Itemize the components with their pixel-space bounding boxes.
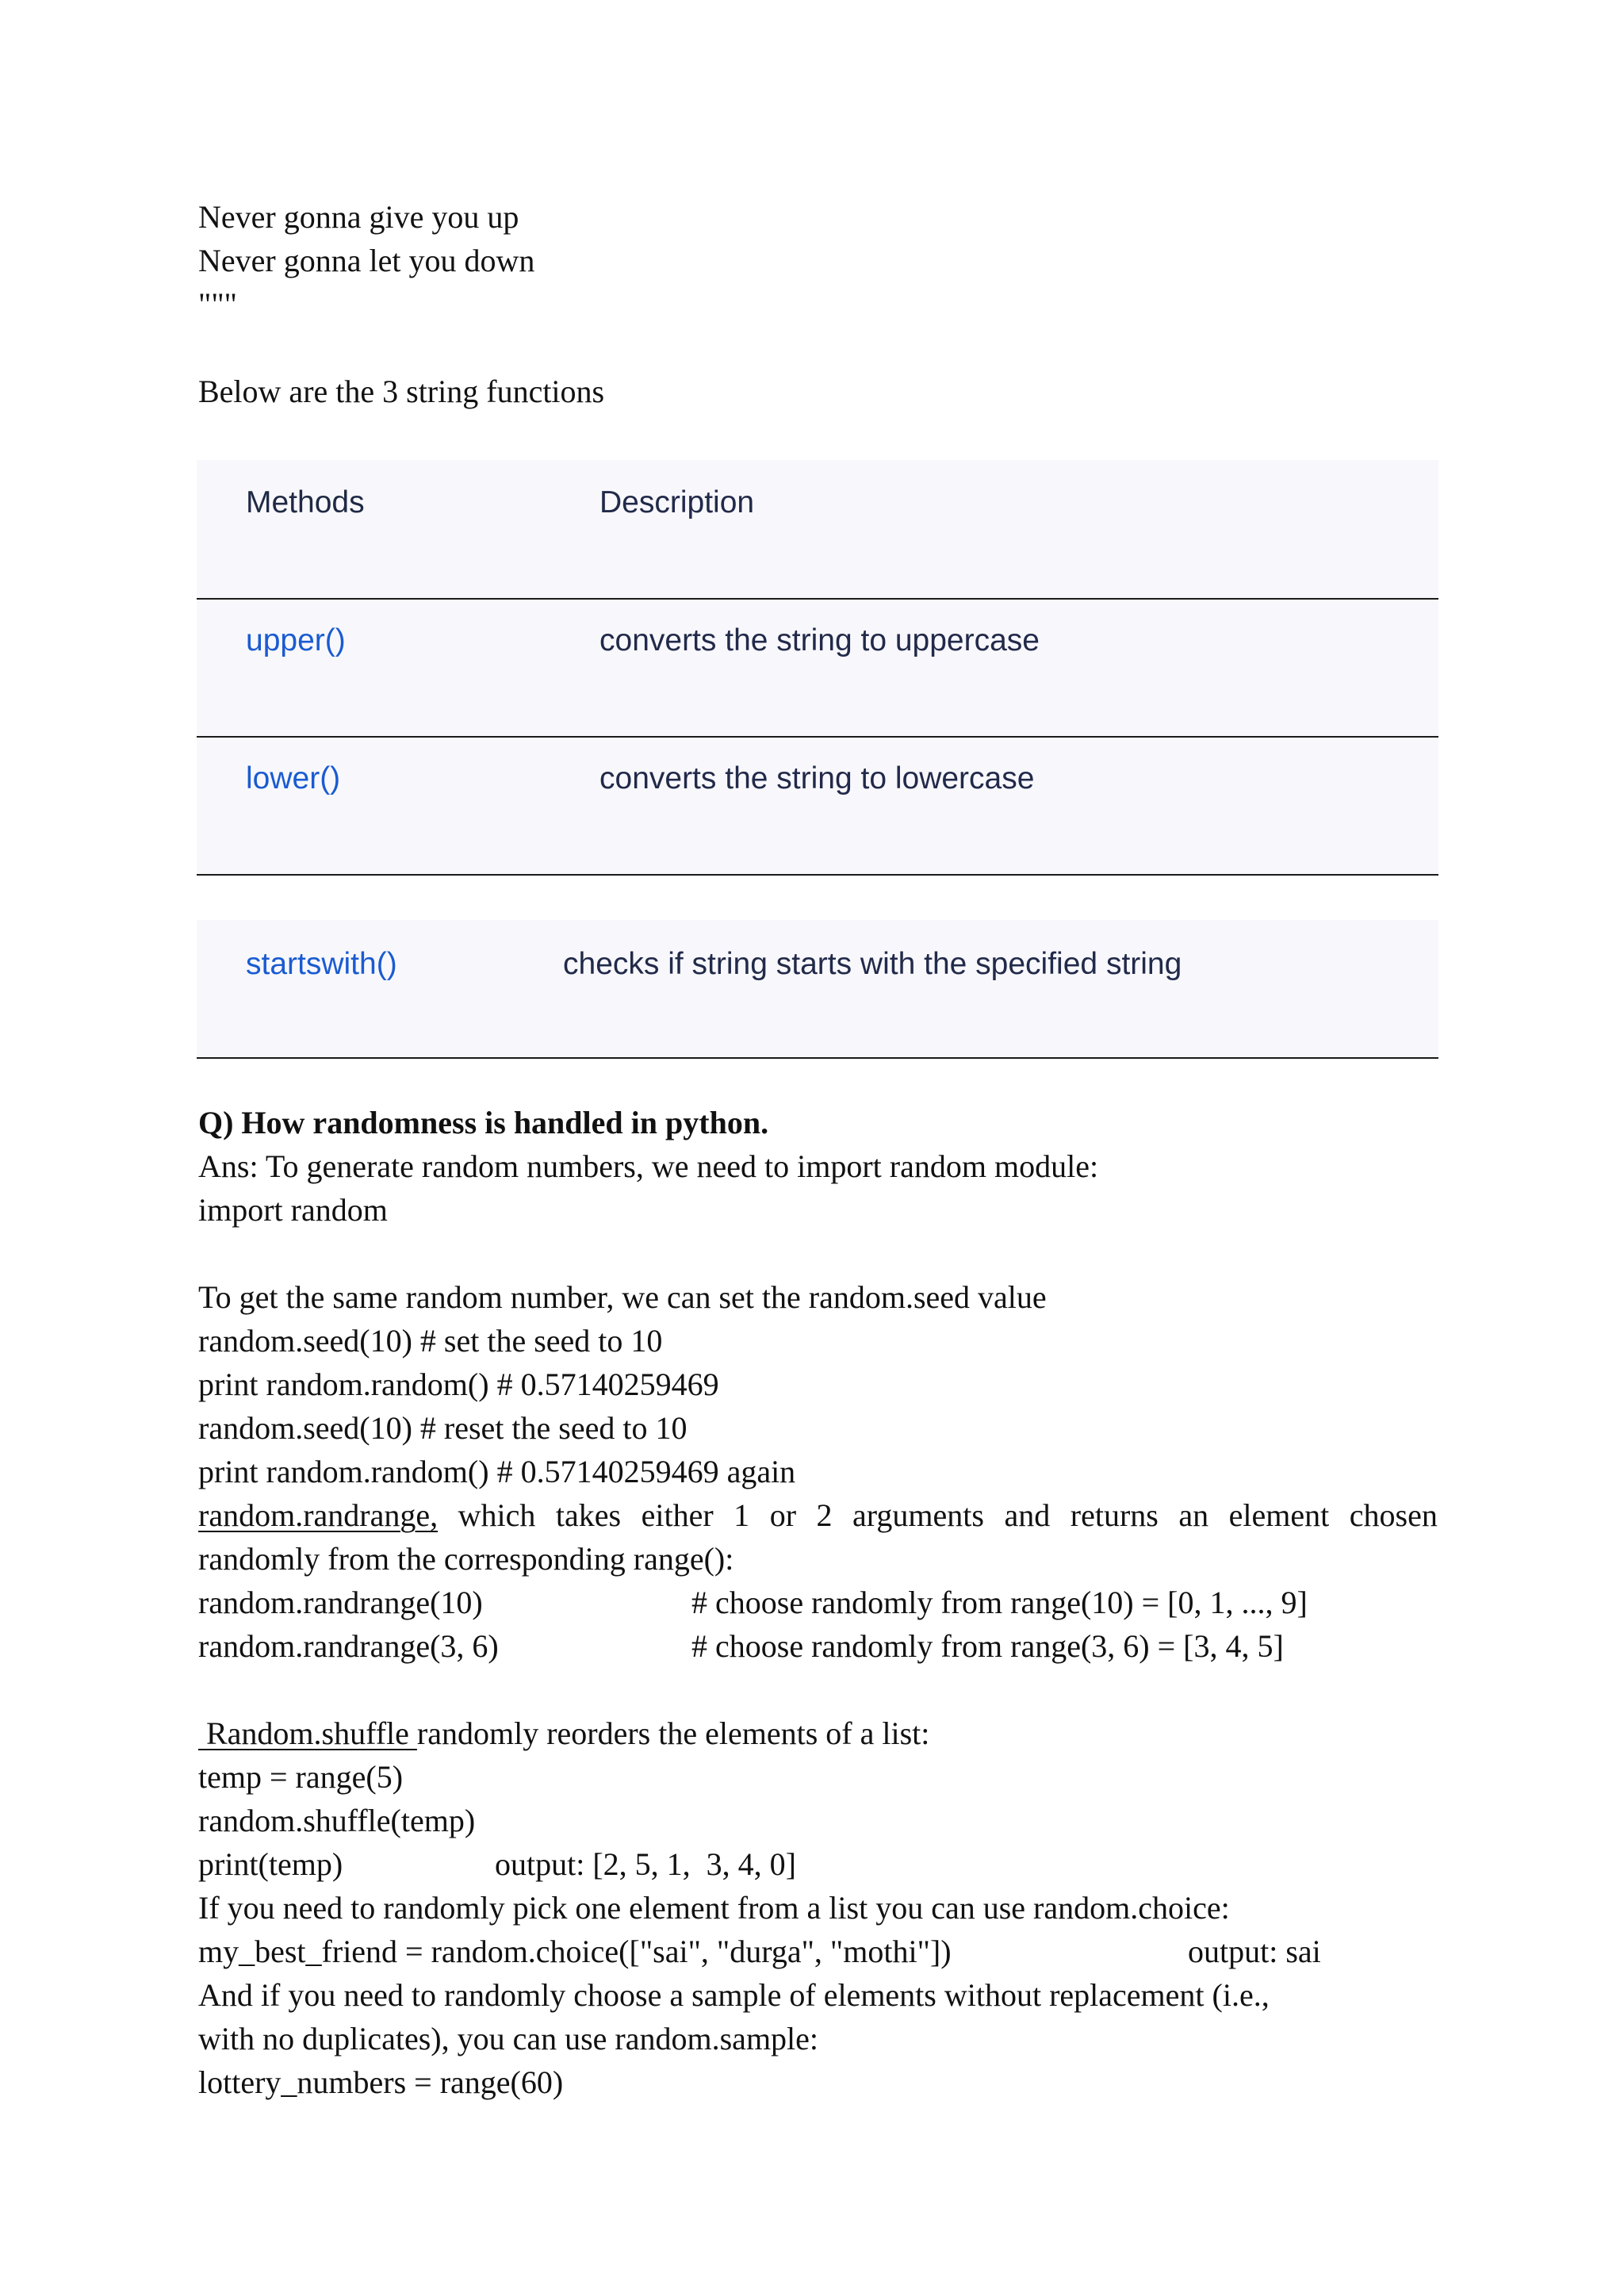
table-divider: [197, 598, 1438, 600]
shuffle-description: randomly reorders the elements of a list:: [416, 1715, 930, 1751]
randrange-paragraph-line: [198, 1495, 1438, 1536]
string-functions-table-continued: [197, 920, 1438, 1060]
word: chosen: [1349, 1497, 1438, 1533]
code-output: output: sai: [1188, 1934, 1321, 1969]
text-line: To get the same random number, we can set the random.seed value: [198, 1279, 1047, 1315]
text-line: randomly from the corresponding range():: [198, 1541, 734, 1577]
code-line: lottery_numbers = range(60): [198, 2064, 564, 2100]
code-line: random.seed(10) # reset the seed to 10: [198, 1410, 688, 1446]
word: takes: [555, 1497, 622, 1533]
string-functions-table: [197, 460, 1438, 876]
table-method-cell[interactable]: lower(): [246, 761, 341, 795]
code-line: print random.random() # 0.57140259469: [198, 1366, 719, 1402]
table-description-cell: converts the string to lowercase: [599, 761, 1035, 795]
text-line: Never gonna give you up: [198, 199, 519, 235]
text-line: """: [198, 286, 237, 322]
word: arguments: [852, 1497, 984, 1533]
code-line: print random.random() # 0.57140259469 again: [198, 1454, 796, 1489]
code-line: my_best_friend = random.choice(["sai", "durga", "mothi"]): [198, 1934, 952, 1969]
text-line: with no duplicates), you can use random.sample:: [198, 2021, 819, 2056]
word: or: [769, 1497, 797, 1533]
text-line: Never gonna let you down: [198, 243, 535, 278]
code-line: random.randrange(3, 6): [198, 1628, 499, 1664]
code-line: random.randrange(10): [198, 1585, 483, 1620]
shuffle-link[interactable]: Random.shuffle: [198, 1715, 417, 1751]
word: and: [1004, 1497, 1051, 1533]
code-comment: # choose randomly from range(3, 6) = [3, 4, 5]: [691, 1628, 1284, 1664]
table-header-description: Description: [599, 485, 755, 519]
table-method-cell[interactable]: startswith(): [246, 947, 397, 981]
intro-text: Below are the 3 string functions: [198, 374, 605, 409]
code-line: temp = range(5): [198, 1759, 404, 1795]
code-line: random.shuffle(temp): [198, 1803, 476, 1838]
code-output: output: [2, 5, 1, 3, 4, 0]: [495, 1846, 796, 1882]
table-description-cell: converts the string to uppercase: [599, 623, 1040, 657]
answer-line: import random: [198, 1192, 388, 1228]
table-divider: [197, 736, 1438, 738]
text-line: And if you need to randomly choose a sample of elements without replacement (i.e.,: [198, 1977, 1270, 2013]
answer-line: Ans: To generate random numbers, we need to import random module:: [198, 1148, 1099, 1184]
word: returns: [1070, 1497, 1159, 1533]
word: an: [1178, 1497, 1209, 1533]
question-heading: Q) How randomness is handled in python.: [198, 1105, 769, 1140]
word: either: [641, 1497, 714, 1533]
word: 1: [733, 1497, 750, 1533]
table-method-cell[interactable]: upper(): [246, 623, 346, 657]
table-divider: [197, 874, 1438, 876]
code-line: random.seed(10) # set the seed to 10: [198, 1323, 663, 1359]
code-comment: # choose randomly from range(10) = [0, 1, ..., 9]: [691, 1585, 1308, 1620]
randrange-link[interactable]: random.randrange,: [198, 1497, 439, 1533]
table-divider: [197, 1057, 1438, 1059]
text-line: If you need to randomly pick one element from a list you can use random.choice:: [198, 1890, 1230, 1926]
word: 2: [816, 1497, 833, 1533]
table-header-methods: Methods: [246, 485, 365, 519]
table-description-cell: checks if string starts with the specified string: [563, 947, 1182, 981]
word: which: [458, 1497, 536, 1533]
code-line: print(temp): [198, 1846, 343, 1882]
shuffle-line: [198, 1713, 929, 1754]
word: element: [1228, 1497, 1330, 1533]
